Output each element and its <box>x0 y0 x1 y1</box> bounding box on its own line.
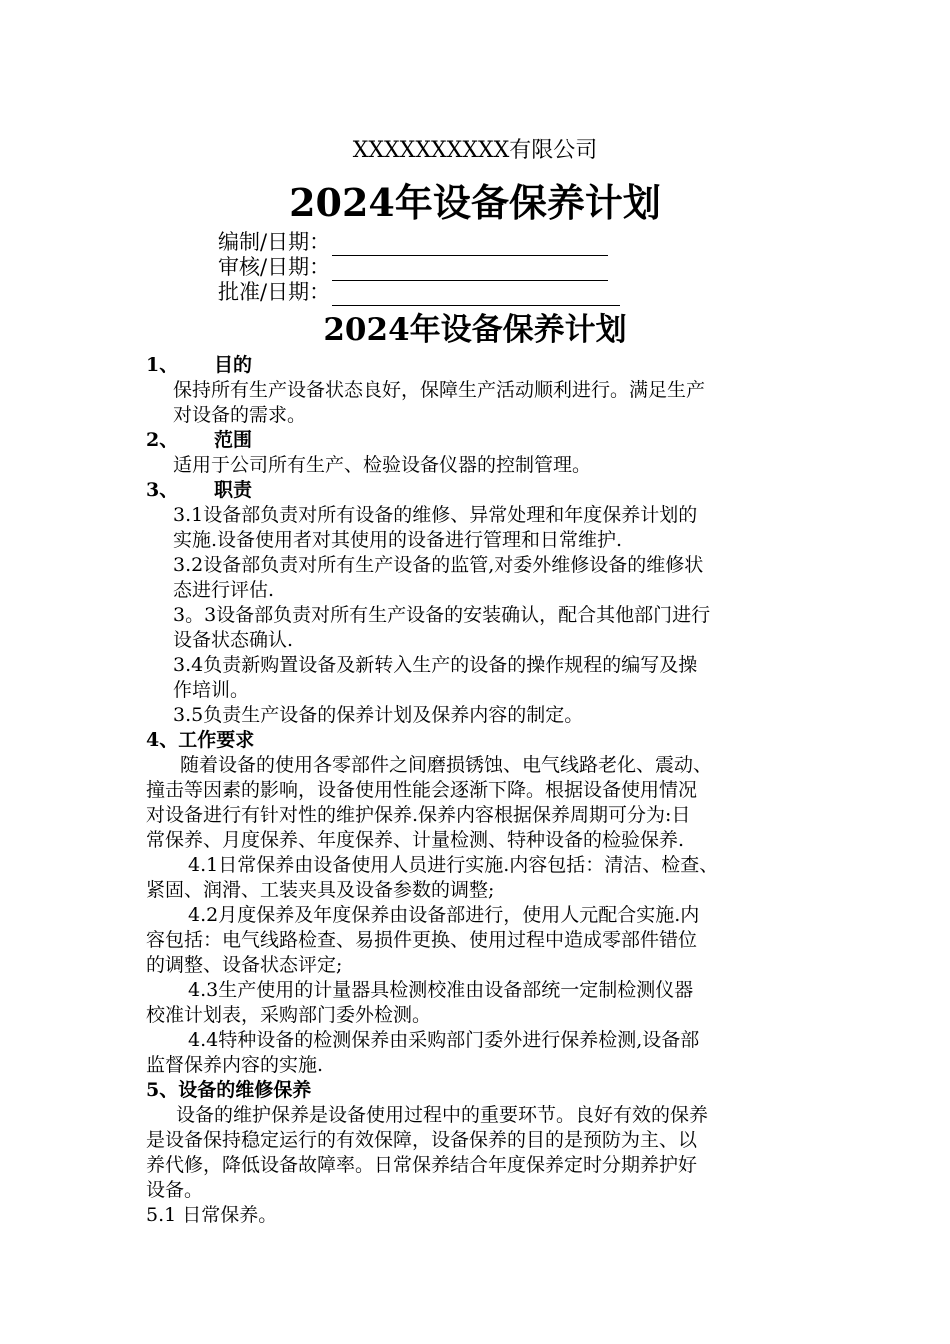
body-line: 3.2设备部负责对所有生产设备的监管,对委外维修设备的维修状 <box>173 554 704 576</box>
section-number: 1、 <box>146 354 179 376</box>
body-line: 对设备的需求。 <box>173 404 307 426</box>
body-line: 对设备进行有针对性的维护保养.保养内容根据保养周期可分为:日 <box>146 804 691 826</box>
company-name: XXXXXXXXXX有限公司 <box>352 138 598 163</box>
body-line: 校准计划表，采购部门委外检测。 <box>146 1004 432 1026</box>
section-number: 3、 <box>146 479 179 501</box>
signature-row-approved <box>218 276 620 306</box>
signature-label: 审核/日期： <box>218 255 331 279</box>
body-line: 常保养、月度保养、年度保养、计量检测、特种设备的检验保养. <box>146 829 685 851</box>
body-line: 撞击等因素的影响，设备使用性能会逐渐下降。根据设备使用情况 <box>146 779 698 801</box>
body-line: 4.2月度保养及年度保养由设备部进行，使用人元配合实施.内 <box>188 904 700 926</box>
body-line: 监督保养内容的实施. <box>146 1054 324 1076</box>
body-line: 设备的维护保养是设备使用过程中的重要环节。良好有效的保养 <box>176 1104 709 1126</box>
body-line: 3。3设备部负责对所有生产设备的安装确认，配合其他部门进行 <box>173 604 711 626</box>
cover-title: 2024年设备保养计划 <box>289 180 661 225</box>
section-title: 职责 <box>214 479 253 501</box>
signature-label: 批准/日期： <box>218 280 331 304</box>
body-title: 2024年设备保养计划 <box>323 312 627 348</box>
signature-line <box>332 285 620 306</box>
body-line: 紧固、润滑、工装夹具及设备参数的调整; <box>146 879 495 901</box>
body-line: 4.3生产使用的计量器具检测校准由设备部统一定制检测仪器 <box>188 979 694 1001</box>
section-heading-purpose <box>146 350 252 377</box>
body-line: 设备。 <box>146 1179 204 1201</box>
body-line: 3.4负责新购置设备及新转入生产的设备的操作规程的编写及操 <box>173 654 698 676</box>
body-line: 3.1设备部负责对所有设备的维修、异常处理和年度保养计划的 <box>173 504 698 526</box>
body-line: 的调整、设备状态评定; <box>146 954 343 976</box>
body-line: 5.1 日常保养。 <box>146 1204 278 1226</box>
body-line: 随着设备的使用各零部件之间磨损锈蚀、电气线路老化、震动、 <box>180 754 713 776</box>
body-line: 设备状态确认. <box>173 629 294 651</box>
body-line: 4.4特种设备的检测保养由采购部门委外进行保养检测,设备部 <box>188 1029 700 1051</box>
body-line: 4.1日常保养由设备使用人员进行实施.内容包括：清洁、检查、 <box>188 854 719 876</box>
body-line: 作培训。 <box>173 679 250 701</box>
section-number: 2、 <box>146 429 179 451</box>
section-title: 目的 <box>214 354 253 376</box>
body-line: 保持所有生产设备状态良好，保障生产活动顺利进行。满足生产 <box>173 379 706 401</box>
section-heading-maintenance: 5、设备的维修保养 <box>146 1079 312 1101</box>
body-line: 实施.设备使用者对其使用的设备进行管理和日常维护. <box>173 529 623 551</box>
body-line: 容包括：电气线路检查、易损件更换、使用过程中造成零部件错位 <box>146 929 698 951</box>
section-heading-responsibility <box>146 475 252 502</box>
body-line: 是设备保持稳定运行的有效保障，设备保养的目的是预防为主、以 <box>146 1129 698 1151</box>
body-line: 养代修，降低设备故障率。日常保养结合年度保养定时分期养护好 <box>146 1154 698 1176</box>
body-line: 3.5负责生产设备的保养计划及保养内容的制定。 <box>173 704 584 726</box>
body-line: 适用于公司所有生产、检验设备仪器的控制管理。 <box>173 454 592 476</box>
section-heading-scope <box>146 425 252 452</box>
section-heading-requirements: 4、工作要求 <box>146 729 255 751</box>
body-line: 态进行评估. <box>173 579 275 601</box>
section-title: 范围 <box>214 429 253 451</box>
signature-label: 编制/日期： <box>218 230 331 254</box>
